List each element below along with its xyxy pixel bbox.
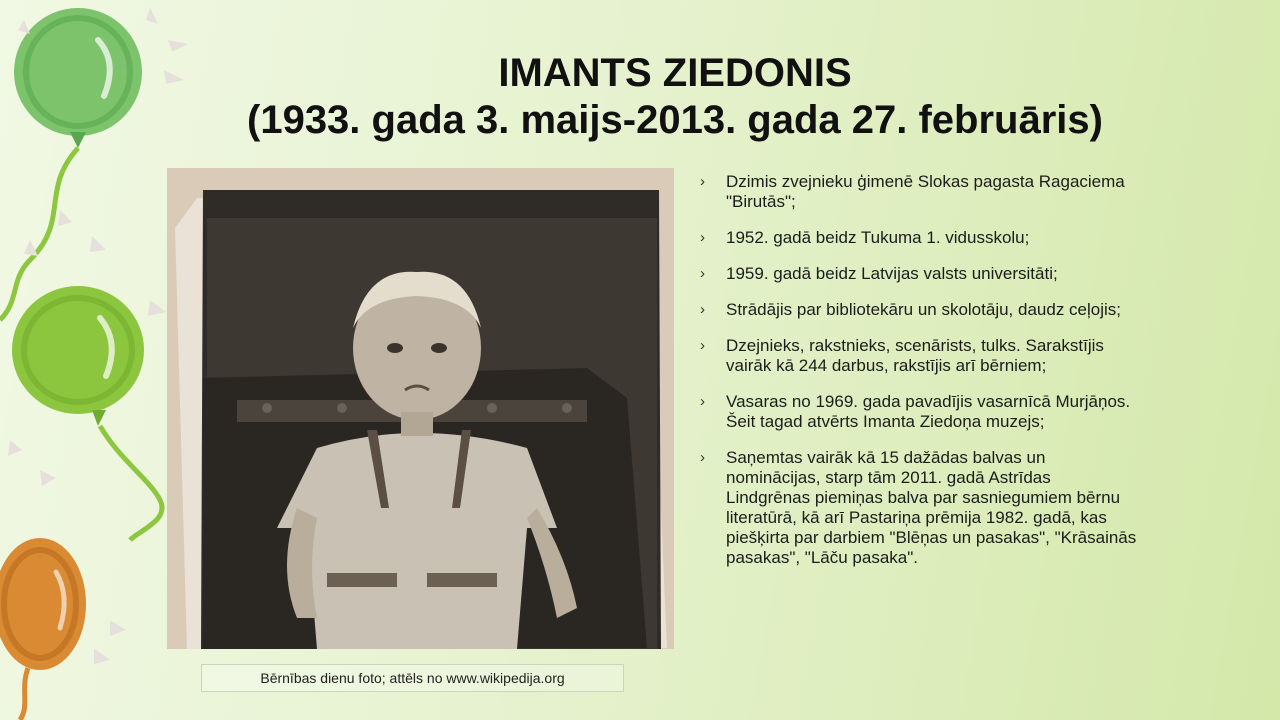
biography-list <box>698 172 1138 584</box>
bullet-chevron-icon: › <box>700 229 705 246</box>
list-item <box>698 392 1138 432</box>
bullet-chevron-icon: › <box>700 337 705 354</box>
balloon-string-icon <box>100 426 162 540</box>
list-item <box>698 448 1138 568</box>
list-item <box>698 264 1138 284</box>
list-item-text: Dzejnieks, rakstnieks, scenārists, tulks. Sarakstījis vairāk kā 244 darbus, rakstījis arī bērniem; <box>726 336 1104 375</box>
balloon-string-icon <box>20 668 28 720</box>
title-name: IMANTS ZIEDONIS <box>498 51 852 95</box>
child-portrait-photo <box>167 168 674 649</box>
list-item <box>698 300 1138 320</box>
bullet-chevron-icon: › <box>700 173 705 190</box>
bullet-chevron-icon: › <box>700 449 705 466</box>
child-portrait-icon <box>167 168 674 649</box>
balloon-green-top-icon <box>14 8 142 148</box>
list-item <box>698 228 1138 248</box>
balloon-orange-icon <box>0 538 86 670</box>
list-item <box>698 172 1138 212</box>
list-item-text: Saņemtas vairāk kā 15 dažādas balvas un nominācijas, starp tām 2011. gadā Astrīdas Lindgrēnas piemiņas balva par sasniegumiem bērnu literatūrā, kā arī Pastariņa prēmija 1982. gadā, kas piešķirta par darbiem "Blēņas un pasakas", "Krāsainās pasakas", "Lāču pasaka". <box>726 448 1137 567</box>
list-item-text: 1959. gadā beidz Latvijas valsts universitāti; <box>726 264 1058 283</box>
list-item-text: Strādājis par bibliotekāru un skolotāju, daudz ceļojis; <box>726 300 1122 319</box>
slide-title <box>170 50 1180 144</box>
bullet-chevron-icon: › <box>700 393 705 410</box>
balloon-green-middle-icon <box>12 286 144 426</box>
list-item-text: Dzimis zvejnieku ģimenē Slokas pagasta Ragaciema "Birutās"; <box>726 172 1125 211</box>
list-item-text: 1952. gadā beidz Tukuma 1. vidusskolu; <box>726 228 1030 247</box>
list-item-text: Vasaras no 1969. gada pavadījis vasarnīcā Murjāņos. Šeit tagad atvērts Imanta Ziedoņa muzejs; <box>726 392 1131 431</box>
bullet-chevron-icon: › <box>700 265 705 282</box>
bullet-chevron-icon: › <box>700 301 705 318</box>
title-dates: (1933. gada 3. maijs-2013. gada 27. februāris) <box>247 98 1103 142</box>
list-item <box>698 336 1138 376</box>
photo-caption: Bērnības dienu foto; attēls no www.wikipedija.org <box>201 664 624 692</box>
